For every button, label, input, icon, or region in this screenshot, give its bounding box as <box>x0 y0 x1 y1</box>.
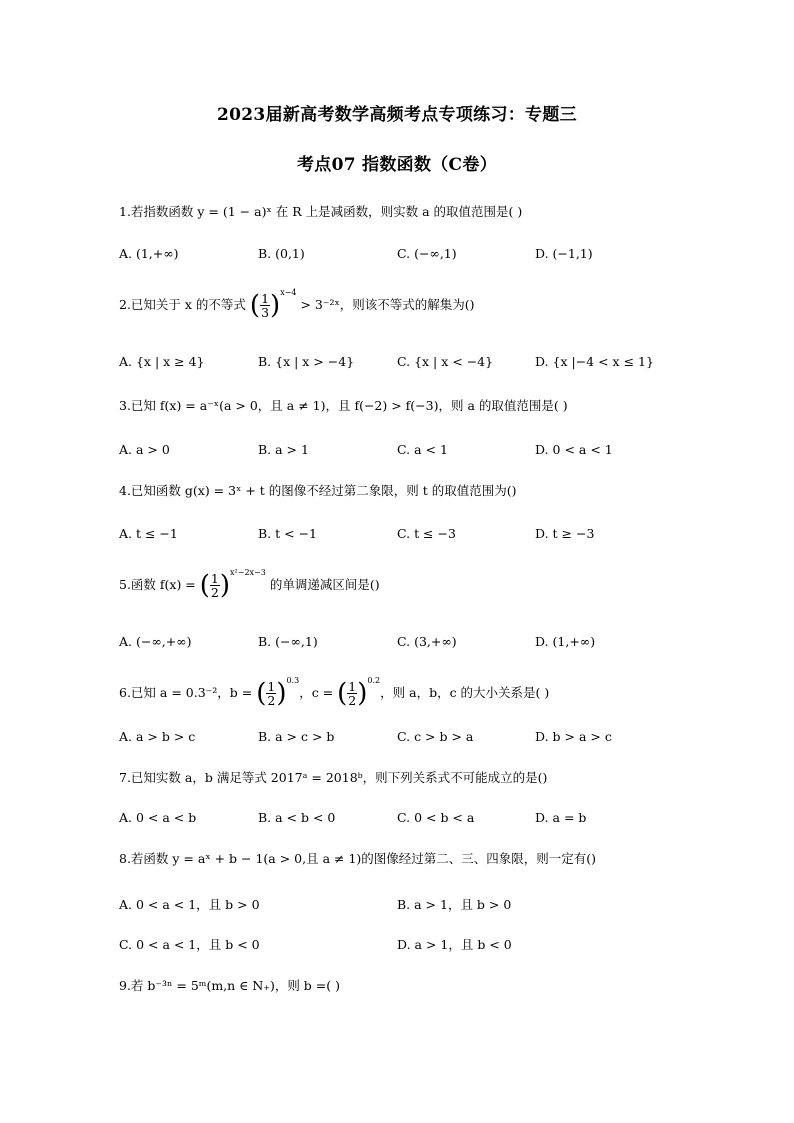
question-6-suffix: ，则 a，b，c 的大小关系是( ) <box>380 685 550 700</box>
exponent-b: 0.3 <box>286 676 300 685</box>
option-d: D. 0 < a < 1 <box>535 442 613 457</box>
option-b: B. t < −1 <box>258 526 318 541</box>
option-c: C. 0 < b < a <box>397 810 475 825</box>
question-8-options-row1 <box>119 895 719 911</box>
option-c: C. a < 1 <box>397 442 448 457</box>
question-5-options <box>119 634 719 650</box>
question-8: 8.若函数 y = aˣ + b − 1(a > 0,且 a ≠ 1)的图像经过第二、三、四象限，则一定有() <box>119 851 597 866</box>
option-b: B. a > 1，且 b > 0 <box>397 897 512 912</box>
fraction-b: $\frac{1}{2}$ <box>267 679 276 708</box>
option-c: C. (3,+∞) <box>397 634 457 649</box>
option-b: B. (−∞,1) <box>258 634 318 649</box>
option-c: C. 0 < a < 1，且 b < 0 <box>119 937 260 952</box>
question-5-prefix: 5.函数 f(x) = <box>119 577 196 592</box>
question-1-options <box>119 246 719 262</box>
fraction: $\frac{1}{3}$ <box>261 291 270 320</box>
exponent: x−4 <box>280 288 297 297</box>
question-3: 3.已知 f(x) = a⁻ˣ(a > 0，且 a ≠ 1)，且 f(−2) > f(−3)，则 a 的取值范围是( ) <box>119 398 568 413</box>
question-6-middle: ，c = <box>299 685 334 700</box>
option-d: D. t ≥ −3 <box>535 526 595 541</box>
page-title-line2: 考点07 指数函数（C卷） <box>296 155 497 175</box>
question-5: 5.函数 f(x) = ( $\frac{1}{2}$ )$^{x^2-2x-3}$ 的单调递减区间是() <box>119 568 380 601</box>
page-title-line1: 2023届新高考数学高频考点专项练习：专题三 <box>217 105 577 125</box>
question-3-options <box>119 442 719 458</box>
question-7: 7.已知实数 a，b 满足等式 2017ᵃ = 2018ᵇ，则下列关系式不可能成立的是() <box>119 770 548 785</box>
option-a: A. {x | x ≥ 4} <box>119 354 205 369</box>
option-b: B. a > c > b <box>258 729 335 744</box>
exponent-c: 0.2 <box>367 676 381 685</box>
option-a: A. 0 < a < b <box>119 810 197 825</box>
question-2-prefix: 2.已知关于 x 的不等式 <box>119 297 246 312</box>
option-a: A. (1,+∞) <box>119 246 179 261</box>
option-c: C. (−∞,1) <box>397 246 457 261</box>
question-4: 4.已知函数 g(x) = 3ˣ + t 的图像不经过第二象限，则 t 的取值范围为() <box>119 483 517 498</box>
question-2: 2.已知关于 x 的不等式 ( $\frac{1}{3}$ )$^{x-4}$ > 3⁻²ˣ，则该不等式的解集为() <box>119 288 475 321</box>
option-b: B. a < b < 0 <box>258 810 336 825</box>
option-c: C. t ≤ −3 <box>397 526 456 541</box>
option-a: A. 0 < a < 1，且 b > 0 <box>119 897 260 912</box>
question-1: 1.若指数函数 y = (1 − a)ˣ 在 R 上是减函数，则实数 a 的取值范围是( ) <box>119 204 523 219</box>
fraction-c: $\frac{1}{2}$ <box>348 679 357 708</box>
option-b: B. {x | x > −4} <box>258 354 355 369</box>
option-c: C. {x | x < −4} <box>397 354 494 369</box>
option-d: D. b > a > c <box>535 729 612 744</box>
option-d: D. (−1,1) <box>535 246 593 261</box>
question-8-options-row2 <box>119 935 719 951</box>
option-c: C. c > b > a <box>397 729 474 744</box>
option-a: A. a > 0 <box>119 442 170 457</box>
option-b: B. (0,1) <box>258 246 305 261</box>
question-7-options <box>119 810 719 826</box>
option-a: A. a > b > c <box>119 729 196 744</box>
option-d: D. a = b <box>535 810 587 825</box>
option-a: A. (−∞,+∞) <box>119 634 192 649</box>
option-d: D. {x |−4 < x ≤ 1} <box>535 354 654 369</box>
question-2-suffix: > 3⁻²ˣ，则该不等式的解集为() <box>300 297 475 312</box>
exponent: x²−2x−3 <box>230 568 266 577</box>
question-6-options <box>119 729 719 745</box>
option-d: D. a > 1，且 b < 0 <box>397 937 512 952</box>
question-4-options <box>119 526 719 542</box>
option-a: A. t ≤ −1 <box>119 526 178 541</box>
question-9: 9.若 b⁻³ⁿ = 5ᵐ(m,n ∈ N₊)，则 b =( ) <box>119 978 340 993</box>
question-5-suffix: 的单调递减区间是() <box>269 577 380 592</box>
option-d: D. (1,+∞) <box>535 634 596 649</box>
option-b: B. a > 1 <box>258 442 309 457</box>
fraction: $\frac{1}{2}$ <box>210 571 219 600</box>
question-6-prefix: 6.已知 a = 0.3⁻²，b = <box>119 685 253 700</box>
question-2-options <box>119 354 719 370</box>
question-6: 6.已知 a = 0.3⁻²，b = ( $\frac{1}{2}$ )$^{0.3}$，c = ( $\frac{1}{2}$ )$^{0.2}$，则 a，b，c 的大小关系是( ) <box>119 676 550 709</box>
